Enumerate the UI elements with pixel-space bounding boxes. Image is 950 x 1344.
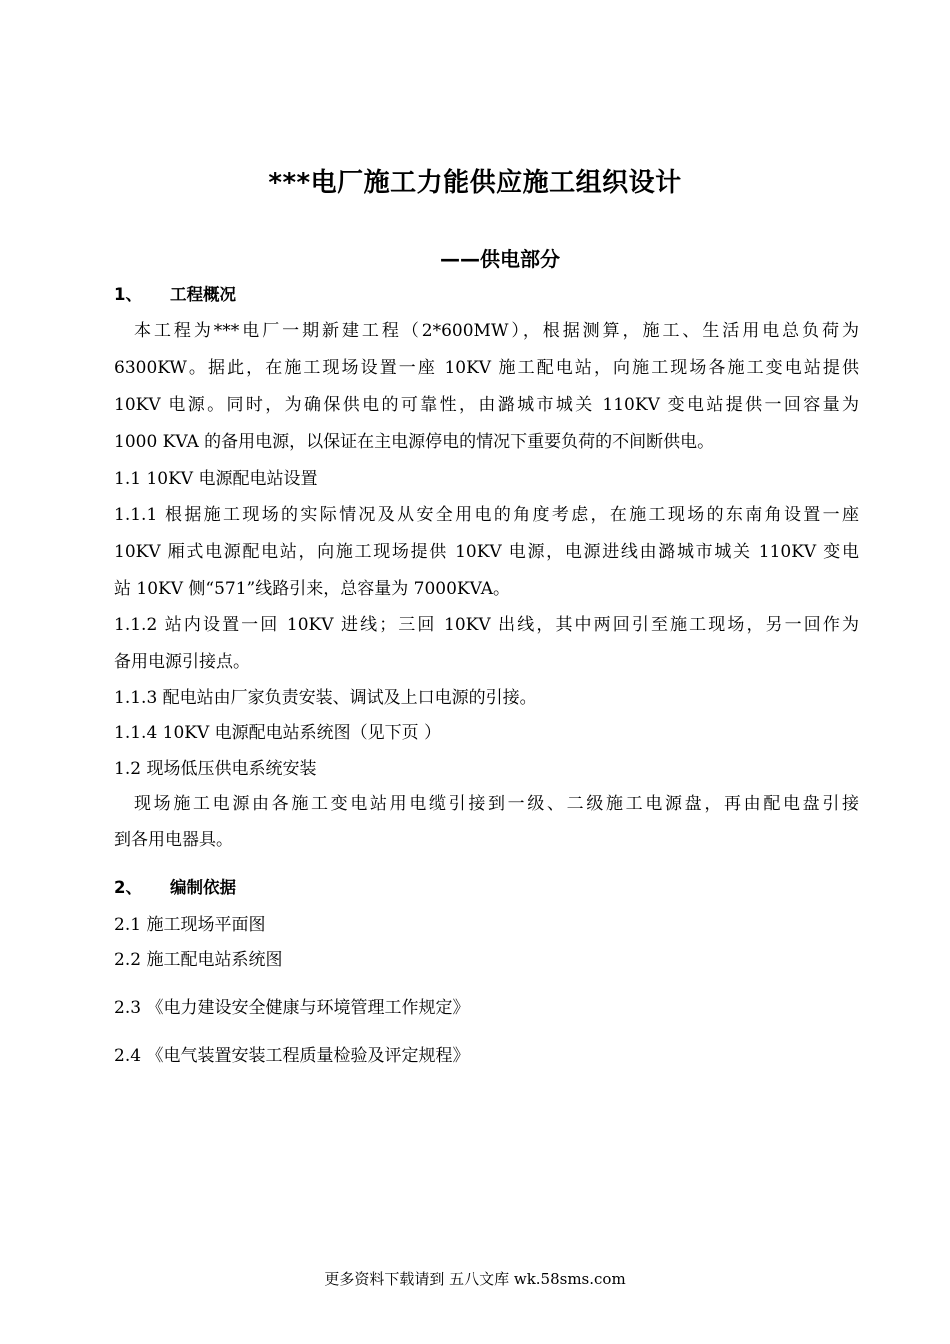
section-1-number: 1、 [114,285,142,304]
low-voltage-line-2: 到各用电器具。 [114,830,233,850]
item-1-1-4: 1.1.4 10KV 电源配电站系统图（见下页 ） [114,723,442,743]
subsection-1-1: 1.1 10KV 电源配电站设置 [114,469,318,489]
document-subtitle: ——供电部分 [440,247,560,271]
section-1-title: 工程概况 [170,285,236,304]
item-1-1-3: 1.1.3 配电站由厂家负责安装、调试及上口电源的引接。 [114,688,537,708]
section-1-heading [114,277,859,313]
basis-item: 2.4 《电气装置安装工程质量检验及评定规程》 [114,1046,470,1066]
document-title: ***电厂施工力能供应施工组织设计 [268,168,682,198]
overview-line-2: 6300KW。据此，在施工现场设置一座 10KV 施工配电站，向施工现场各施工变电站提供 [114,358,859,378]
basis-item: 2.3 《电力建设安全健康与环境管理工作规定》 [114,998,470,1018]
overview-line-4: 1000 KVA 的备用电源，以保证在主电源停电的情况下重要负荷的不间断供电。 [114,432,715,452]
item-1-1-1-line-2: 10KV 厢式电源配电站，向施工现场提供 10KV 电源，电源进线由潞城市城关 110KV 变电 [114,542,859,562]
section-2-title: 编制依据 [170,878,236,897]
subsection-1-2: 1.2 现场低压供电系统安装 [114,759,317,779]
overview-line-3: 10KV 电源。同时，为确保供电的可靠性，由潞城市城关 110KV 变电站提供一回容量为 [114,395,859,415]
item-1-1-2-line-1: 1.1.2 站内设置一回 10KV 进线；三回 10KV 出线，其中两回引至施工现场，另一回作为 [114,615,859,635]
section-2-heading [114,870,859,906]
page-footer: 更多资料下载请到 五八文库 wk.58sms.com [324,1270,626,1288]
overview-line-1: 本工程为***电厂一期新建工程（2*600MW），根据测算，施工、生活用电总负荷为 [134,321,859,341]
section-2-number: 2、 [114,878,142,897]
basis-item: 2.2 施工配电站系统图 [114,950,283,970]
low-voltage-line-1: 现场施工电源由各施工变电站用电缆引接到一级、二级施工电源盘，再由配电盘引接 [134,794,859,814]
item-1-1-2-line-2: 备用电源引接点。 [114,652,250,672]
item-1-1-1-line-1: 1.1.1 根据施工现场的实际情况及从安全用电的角度考虑，在施工现场的东南角设置一座 [114,505,859,525]
item-1-1-1-line-3: 站 10KV 侧“571”线路引来，总容量为 7000KVA。 [114,579,511,599]
basis-item: 2.1 施工现场平面图 [114,915,266,935]
